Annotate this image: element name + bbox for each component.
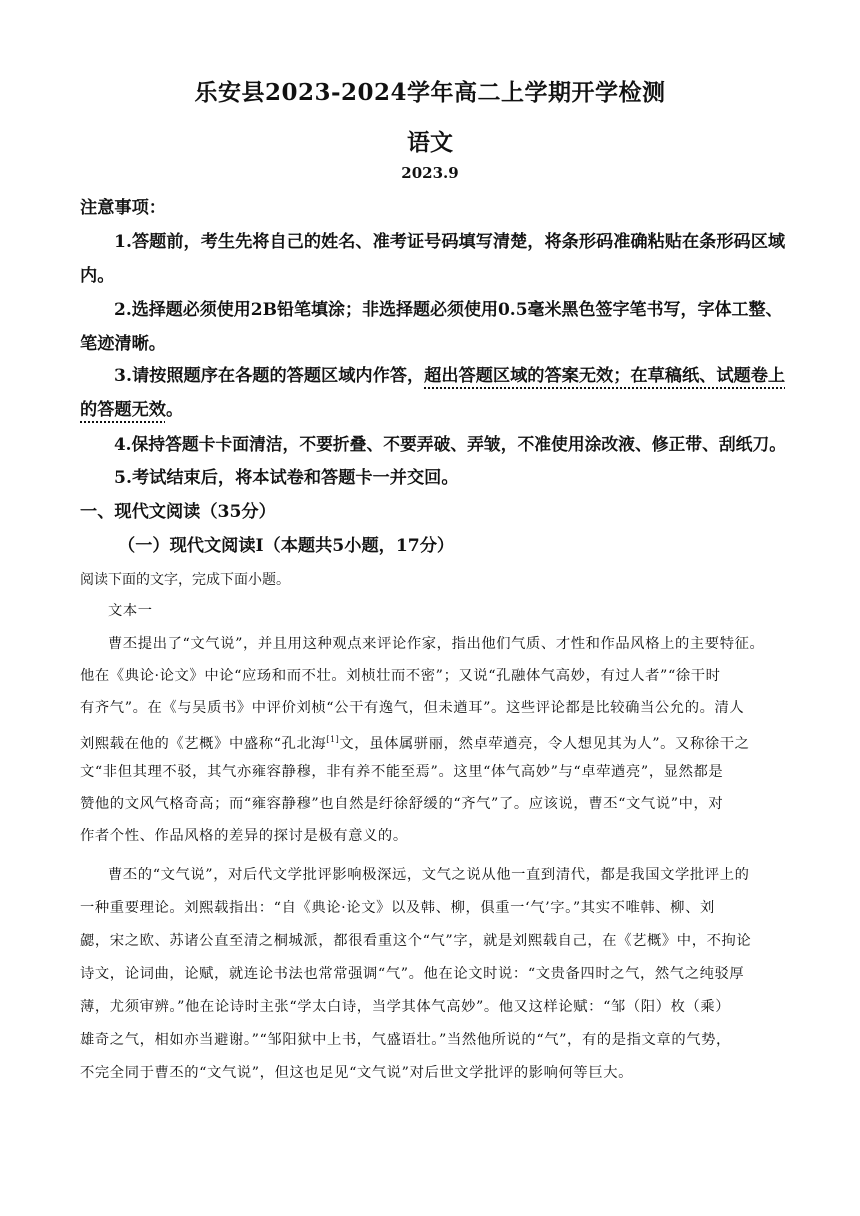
passage-p1-line-4: [80, 730, 785, 754]
notice-item-3-line-1: [114, 364, 786, 388]
passage-p1-line-6: 赞他的文风气格奇高；而“雍容静穆”也自然是纡徐舒缓的“齐气”了。应该说，曹丕“文气说”中，对: [80, 796, 724, 812]
notice-item-1-line-2: 内。: [80, 266, 115, 286]
passage-p2-line-3: 勰，宋之欧、苏诸公直至清之桐城派，都很看重这个“气”字，就是刘熙载自己，在《艺概》中，不拘论: [80, 933, 752, 949]
passage-p1-line-5: 文“非但其理不驳，其气亦雍容静穆，非有养不能至焉”。这里“体气高妙”与“卓荦遒亮”，显然都是: [80, 764, 724, 780]
notice-item-3-plain: 3.请按照题序在各题的答题区域内作答，: [114, 366, 425, 386]
passage-p2-line-1: 曹丕的“文气说”，对后代文学批评影响极深远，文气之说从他一直到清代，都是我国文学批评上的: [108, 867, 750, 883]
notice-item-5: 5.考试结束后，将本试卷和答题卡一并交回。: [114, 468, 459, 488]
passage-p1-line-2: 他在《典论·论文》中论“应玚和而不壮。刘桢壮而不密”；又说“孔融体气高妙，有过人者”“徐干时: [80, 668, 721, 684]
reading-instruction: 阅读下面的文字，完成下面小题。: [80, 572, 290, 588]
passage-p2-line-7: 不完全同于曹丕的“文气说”，但这也足见“文气说”对后世文学批评的影响何等巨大。: [80, 1065, 634, 1081]
footnote-marker: [1]: [326, 735, 340, 744]
passage-p2-line-4: 诗文，论词曲，论赋，就连论书法也常常强调“气”。他在论文时说：“文贵备四时之气，然气之纯驳厚: [80, 966, 745, 982]
passage-p1-line-4-b: 文，虽体属骈丽，然卓荦遒亮，令人想见其为人”。又称徐干之: [339, 735, 750, 752]
notice-item-3-end: 。: [165, 400, 184, 420]
notice-item-2-line-2: 笔迹清晰。: [80, 334, 166, 354]
section-heading: 一、现代文阅读（35分）: [80, 502, 276, 522]
passage-p2-line-2: 一种重要理论。刘熙载指出：“自《典论·论文》以及韩、柳，俱重一‘气’字。”其实不唯韩、柳、刘: [80, 900, 715, 916]
passage-p1-line-3: 有齐气”。在《与吴质书》中评价刘桢“公干有逸气，但未遒耳”。这些评论都是比较确当公允的。清人: [80, 700, 745, 716]
exam-title: 乐安县2023-2024学年高二上学期开学检测: [194, 79, 666, 106]
passage-p2-line-5: 薄，尤须审辨。”他在论诗时主张“学太白诗，当学其体气高妙”。他又这样论赋：“邹（阳）枚（乘）: [80, 999, 731, 1015]
notice-item-1-line-1: 1.答题前，考生先将自己的姓名、准考证号码填写清楚，将条形码准确粘贴在条形码区域: [114, 232, 786, 252]
notice-item-3-emphasis: 超出答题区域的答案无效；在草稿纸、试题卷上: [424, 366, 786, 386]
passage-p1-line-1: 曹丕提出了“文气说”，并且用这种观点来评论作家，指出他们气质、才性和作品风格上的主要特征。: [108, 636, 765, 652]
notice-item-2-line-1: 2.选择题必须使用2B铅笔填涂；非选择题必须使用0.5毫米黑色签字笔书写，字体工整、: [114, 300, 783, 320]
subject-title: 语文: [407, 129, 453, 156]
notice-heading: 注意事项：: [80, 198, 166, 218]
text-label: 文本一: [108, 603, 153, 619]
passage-p1-line-7: 作者个性、作品风格的差异的探讨是极有意义的。: [80, 828, 408, 844]
notice-item-4: 4.保持答题卡卡面清洁，不要折叠、不要弄破、弄皱，不准使用涂改液、修正带、刮纸刀。: [114, 434, 786, 454]
exam-date: 2023.9: [401, 164, 459, 182]
passage-p1-line-4-a: 刘熙载在他的《艺概》中盛称“孔北海: [80, 735, 327, 752]
notice-item-3-line-2: [80, 398, 785, 422]
section-subheading: （一）现代文阅读Ⅰ（本题共5小题，17分）: [118, 536, 455, 556]
notice-item-3-emphasis-end: 的答题无效: [80, 400, 166, 420]
passage-p2-line-6: 雄奇之气，相如亦当避谢。”“邹阳狱中上书，气盛语壮。”当然他所说的“气”，有的是指文章的气势，: [80, 1032, 731, 1048]
